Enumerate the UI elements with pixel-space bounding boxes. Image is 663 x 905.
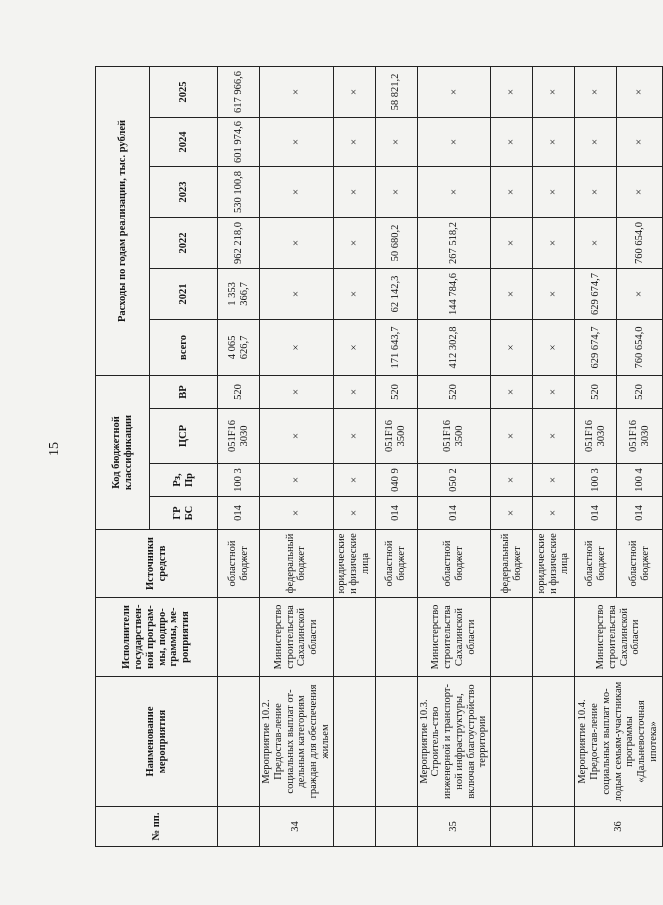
cell-source: федеральный бюджет — [260, 530, 334, 598]
cell-2022: 50 680,2 — [375, 217, 417, 268]
cell-2021: 1 353 366,7 — [218, 268, 260, 319]
cell-2025: × — [417, 66, 491, 117]
cell-2024: 601 974,6 — [218, 117, 260, 166]
cell-2021: 62 142,3 — [375, 268, 417, 319]
header-name: Наименование мероприятия — [96, 677, 218, 807]
cell-2021: × — [491, 268, 533, 319]
cell-2025: × — [260, 66, 334, 117]
cell-name — [491, 677, 533, 807]
cell-2024: × — [491, 117, 533, 166]
cell-2025: × — [575, 66, 617, 117]
cell-source: областной бюджет — [417, 530, 491, 598]
cell-rzpr: 100 3 — [218, 464, 260, 497]
cell-executor — [333, 598, 375, 677]
cell-num — [333, 807, 375, 847]
header-csr: ЦСР — [150, 409, 218, 464]
cell-2025: × — [617, 66, 663, 117]
cell-name — [533, 677, 575, 807]
rotated-table-container — [95, 67, 659, 847]
cell-vr: × — [260, 375, 334, 408]
header-budget-code: Код бюджетной классификации — [96, 375, 150, 529]
cell-2024: × — [375, 117, 417, 166]
cell-source: юридические и физические лица — [533, 530, 575, 598]
cell-csr: × — [533, 409, 575, 464]
header-year-2023: 2023 — [150, 166, 218, 217]
cell-num: 35 — [417, 807, 491, 847]
cell-2025: × — [333, 66, 375, 117]
cell-2024: × — [575, 117, 617, 166]
cell-total: 171 643,7 — [375, 319, 417, 375]
cell-source: областной бюджет — [617, 530, 663, 598]
cell-vr: 520 — [375, 375, 417, 408]
cell-name: Мероприятие 10.4. Предостав-ление социальных выплат мо-лодым семьям-участникам программы «Дальневосточная ипотека» — [575, 677, 663, 807]
cell-2023: × — [417, 166, 491, 217]
table-row — [417, 66, 491, 846]
cell-total: 4 065 626,7 — [218, 319, 260, 375]
cell-rzpr: 100 4 — [617, 464, 663, 497]
cell-executor — [533, 598, 575, 677]
cell-2021: × — [260, 268, 334, 319]
cell-num — [533, 807, 575, 847]
header-year-2025: 2025 — [150, 66, 218, 117]
header-sources: Источники средств — [96, 530, 218, 598]
table-row — [260, 66, 334, 846]
cell-2023: × — [533, 166, 575, 217]
cell-source: областной бюджет — [575, 530, 617, 598]
cell-num: 34 — [260, 807, 334, 847]
cell-2024: × — [333, 117, 375, 166]
cell-grbs: 014 — [375, 497, 417, 530]
cell-2023: × — [491, 166, 533, 217]
cell-csr: × — [491, 409, 533, 464]
cell-2022: × — [533, 217, 575, 268]
table-row — [333, 66, 375, 846]
cell-rzpr: × — [333, 464, 375, 497]
cell-vr: 520 — [575, 375, 617, 408]
cell-2021: × — [333, 268, 375, 319]
cell-total: × — [533, 319, 575, 375]
cell-executor — [491, 598, 533, 677]
cell-rzpr: × — [260, 464, 334, 497]
cell-2023: × — [333, 166, 375, 217]
cell-num — [218, 807, 260, 847]
header-vr: ВР — [150, 375, 218, 408]
cell-num — [491, 807, 533, 847]
cell-vr: × — [333, 375, 375, 408]
cell-executor — [375, 598, 417, 677]
cell-2022: × — [333, 217, 375, 268]
cell-vr: × — [491, 375, 533, 408]
cell-grbs: 014 — [218, 497, 260, 530]
cell-num: 36 — [575, 807, 663, 847]
cell-2024: × — [260, 117, 334, 166]
header-grbs: ГР БС — [150, 497, 218, 530]
header-year-2021: 2021 — [150, 268, 218, 319]
cell-csr: × — [260, 409, 334, 464]
cell-2021: × — [617, 268, 663, 319]
cell-name — [333, 677, 375, 807]
cell-2021: 629 674,7 — [575, 268, 617, 319]
cell-vr: × — [533, 375, 575, 408]
cell-2023: 530 100,8 — [218, 166, 260, 217]
cell-2022: 760 654,0 — [617, 217, 663, 268]
header-expenses: Расходы по годам реализации, тыс. рублей — [96, 66, 150, 375]
cell-source: областной бюджет — [218, 530, 260, 598]
page-number: 15 — [47, 442, 62, 456]
cell-rzpr: 050 2 — [417, 464, 491, 497]
table-row — [533, 66, 575, 846]
cell-csr: 051F16 3030 — [617, 409, 663, 464]
cell-grbs: × — [491, 497, 533, 530]
cell-2025: × — [533, 66, 575, 117]
cell-executor: Министерство строительства Сахалинской области — [260, 598, 334, 677]
cell-source: юридические и физические лица — [333, 530, 375, 598]
cell-2022: × — [575, 217, 617, 268]
cell-grbs: 014 — [417, 497, 491, 530]
cell-2021: × — [533, 268, 575, 319]
cell-2022: × — [260, 217, 334, 268]
cell-2023: × — [575, 166, 617, 217]
cell-rzpr: 100 3 — [575, 464, 617, 497]
cell-total: × — [260, 319, 334, 375]
header-row-1 — [96, 66, 150, 846]
cell-2021: 144 784,6 — [417, 268, 491, 319]
cell-grbs: 014 — [575, 497, 617, 530]
cell-executor: Министерство строительства Сахалинской области — [575, 598, 663, 677]
cell-total: × — [491, 319, 533, 375]
cell-source: областной бюджет — [375, 530, 417, 598]
cell-csr: 051F16 3030 — [575, 409, 617, 464]
cell-total: 412 302,8 — [417, 319, 491, 375]
cell-csr: × — [333, 409, 375, 464]
cell-2025: 58 821,2 — [375, 66, 417, 117]
cell-rzpr: × — [533, 464, 575, 497]
cell-2022: 962 218,0 — [218, 217, 260, 268]
cell-2022: × — [491, 217, 533, 268]
cell-executor — [218, 598, 260, 677]
cell-2024: × — [617, 117, 663, 166]
cell-grbs: × — [533, 497, 575, 530]
cell-vr: 520 — [417, 375, 491, 408]
cell-2023: × — [375, 166, 417, 217]
header-year-2024: 2024 — [150, 117, 218, 166]
cell-2025: 617 966,6 — [218, 66, 260, 117]
cell-grbs: × — [260, 497, 334, 530]
table-row — [491, 66, 533, 846]
cell-name — [218, 677, 260, 807]
cell-rzpr: 040 9 — [375, 464, 417, 497]
cell-total: × — [333, 319, 375, 375]
cell-name: Мероприятие 10.3. Строитель-ство инженерной и транспорт-ной инфраструктуры, включая благоустройство территории — [417, 677, 491, 807]
cell-name: Мероприятие 10.2. Предостав-ление социальных выплат от-дельным категориям граждан для обеспечения жильем — [260, 677, 334, 807]
budget-table — [95, 66, 663, 847]
cell-grbs: 014 — [617, 497, 663, 530]
cell-2024: × — [533, 117, 575, 166]
header-executors: Исполнители государствен-ной програм-мы, подпро-граммы, ме-роприятия — [96, 598, 218, 677]
header-num: № пп. — [96, 807, 218, 847]
cell-2025: × — [491, 66, 533, 117]
cell-vr: 520 — [617, 375, 663, 408]
cell-total: 629 674,7 — [575, 319, 617, 375]
cell-2024: × — [417, 117, 491, 166]
cell-total: 760 654,0 — [617, 319, 663, 375]
cell-rzpr: × — [491, 464, 533, 497]
cell-num — [375, 807, 417, 847]
cell-2022: 267 518,2 — [417, 217, 491, 268]
cell-name — [375, 677, 417, 807]
cell-2023: × — [260, 166, 334, 217]
header-total: всего — [150, 319, 218, 375]
cell-source: федеральный бюджет — [491, 530, 533, 598]
cell-csr: 051F16 3500 — [417, 409, 491, 464]
table-row — [218, 66, 260, 846]
cell-grbs: × — [333, 497, 375, 530]
table-row — [575, 66, 617, 846]
cell-csr: 051F16 3030 — [218, 409, 260, 464]
header-year-2022: 2022 — [150, 217, 218, 268]
cell-executor: Министерство строительства Сахалинской области — [417, 598, 491, 677]
table-row — [375, 66, 417, 846]
cell-vr: 520 — [218, 375, 260, 408]
cell-csr: 051F16 3500 — [375, 409, 417, 464]
cell-2023: × — [617, 166, 663, 217]
header-rzpr: Рз, Пр — [150, 464, 218, 497]
